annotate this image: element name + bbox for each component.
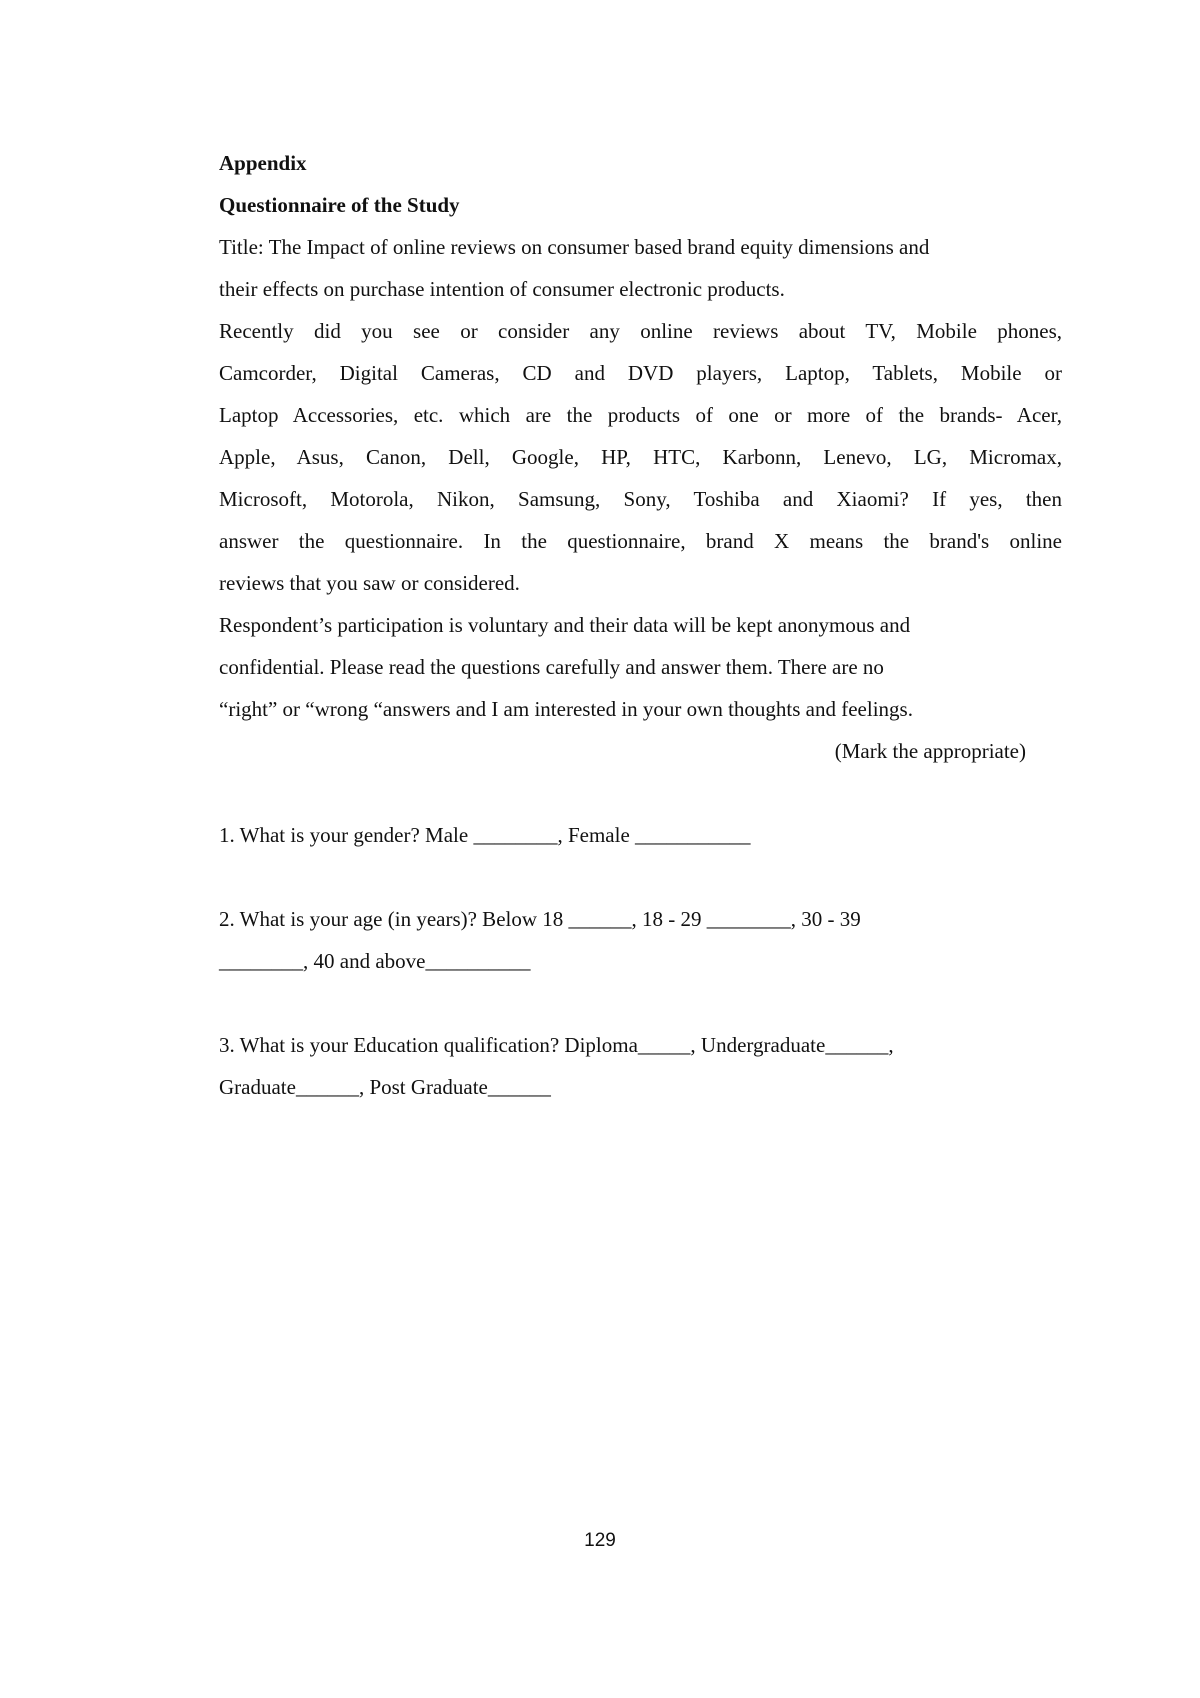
mark-instruction: (Mark the appropriate) <box>834 739 1026 763</box>
spacer <box>219 982 1062 1024</box>
question-gender: 1. What is your gender? Male ________, Female ___________ <box>219 823 751 847</box>
intro-paragraph-line: reviews that you saw or considered. <box>219 571 520 595</box>
spacer <box>219 856 1062 898</box>
consent-paragraph-line: Respondent’s participation is voluntary and their data will be kept anonymous and <box>219 613 911 637</box>
appendix-heading: Appendix <box>219 151 307 175</box>
intro-paragraph-line: Apple, Asus, Canon, Dell, Google, HP, HTC, Karbonn, Lenevo, LG, Micromax, <box>219 445 1062 469</box>
consent-paragraph-line: “right” or “wrong “answers and I am interested in your own thoughts and feelings. <box>219 697 913 721</box>
intro-paragraph-line: answer the questionnaire. In the questionnaire, brand X means the brand's online <box>219 529 1062 553</box>
study-title-line: Title: The Impact of online reviews on consumer based brand equity dimensions and <box>219 235 930 259</box>
question-education-continued: Graduate______, Post Graduate______ <box>219 1075 551 1099</box>
question-age: 2. What is your age (in years)? Below 18 ______, 18 - 29 ________, 30 - 39 <box>219 907 861 931</box>
question-education: 3. What is your Education qualification? Diploma_____, Undergraduate______, <box>219 1033 894 1057</box>
question-age-continued: ________, 40 and above__________ <box>219 949 531 973</box>
study-title-line: their effects on purchase intention of consumer electronic products. <box>219 277 785 301</box>
intro-paragraph-line: Microsoft, Motorola, Nikon, Samsung, Sony, Toshiba and Xiaomi? If yes, then <box>219 487 1062 511</box>
intro-paragraph-line: Laptop Accessories, etc. which are the products of one or more of the brands- Acer, <box>219 403 1062 427</box>
consent-paragraph-line: confidential. Please read the questions carefully and answer them. There are no <box>219 655 884 679</box>
intro-paragraph-line: Recently did you see or consider any online reviews about TV, Mobile phones, <box>219 319 1062 343</box>
spacer <box>219 772 1062 814</box>
page-number: 129 <box>584 1530 616 1551</box>
intro-paragraph-line: Camcorder, Digital Cameras, CD and DVD players, Laptop, Tablets, Mobile or <box>219 361 1062 385</box>
questionnaire-heading: Questionnaire of the Study <box>219 193 460 217</box>
page-content <box>219 142 1062 1108</box>
